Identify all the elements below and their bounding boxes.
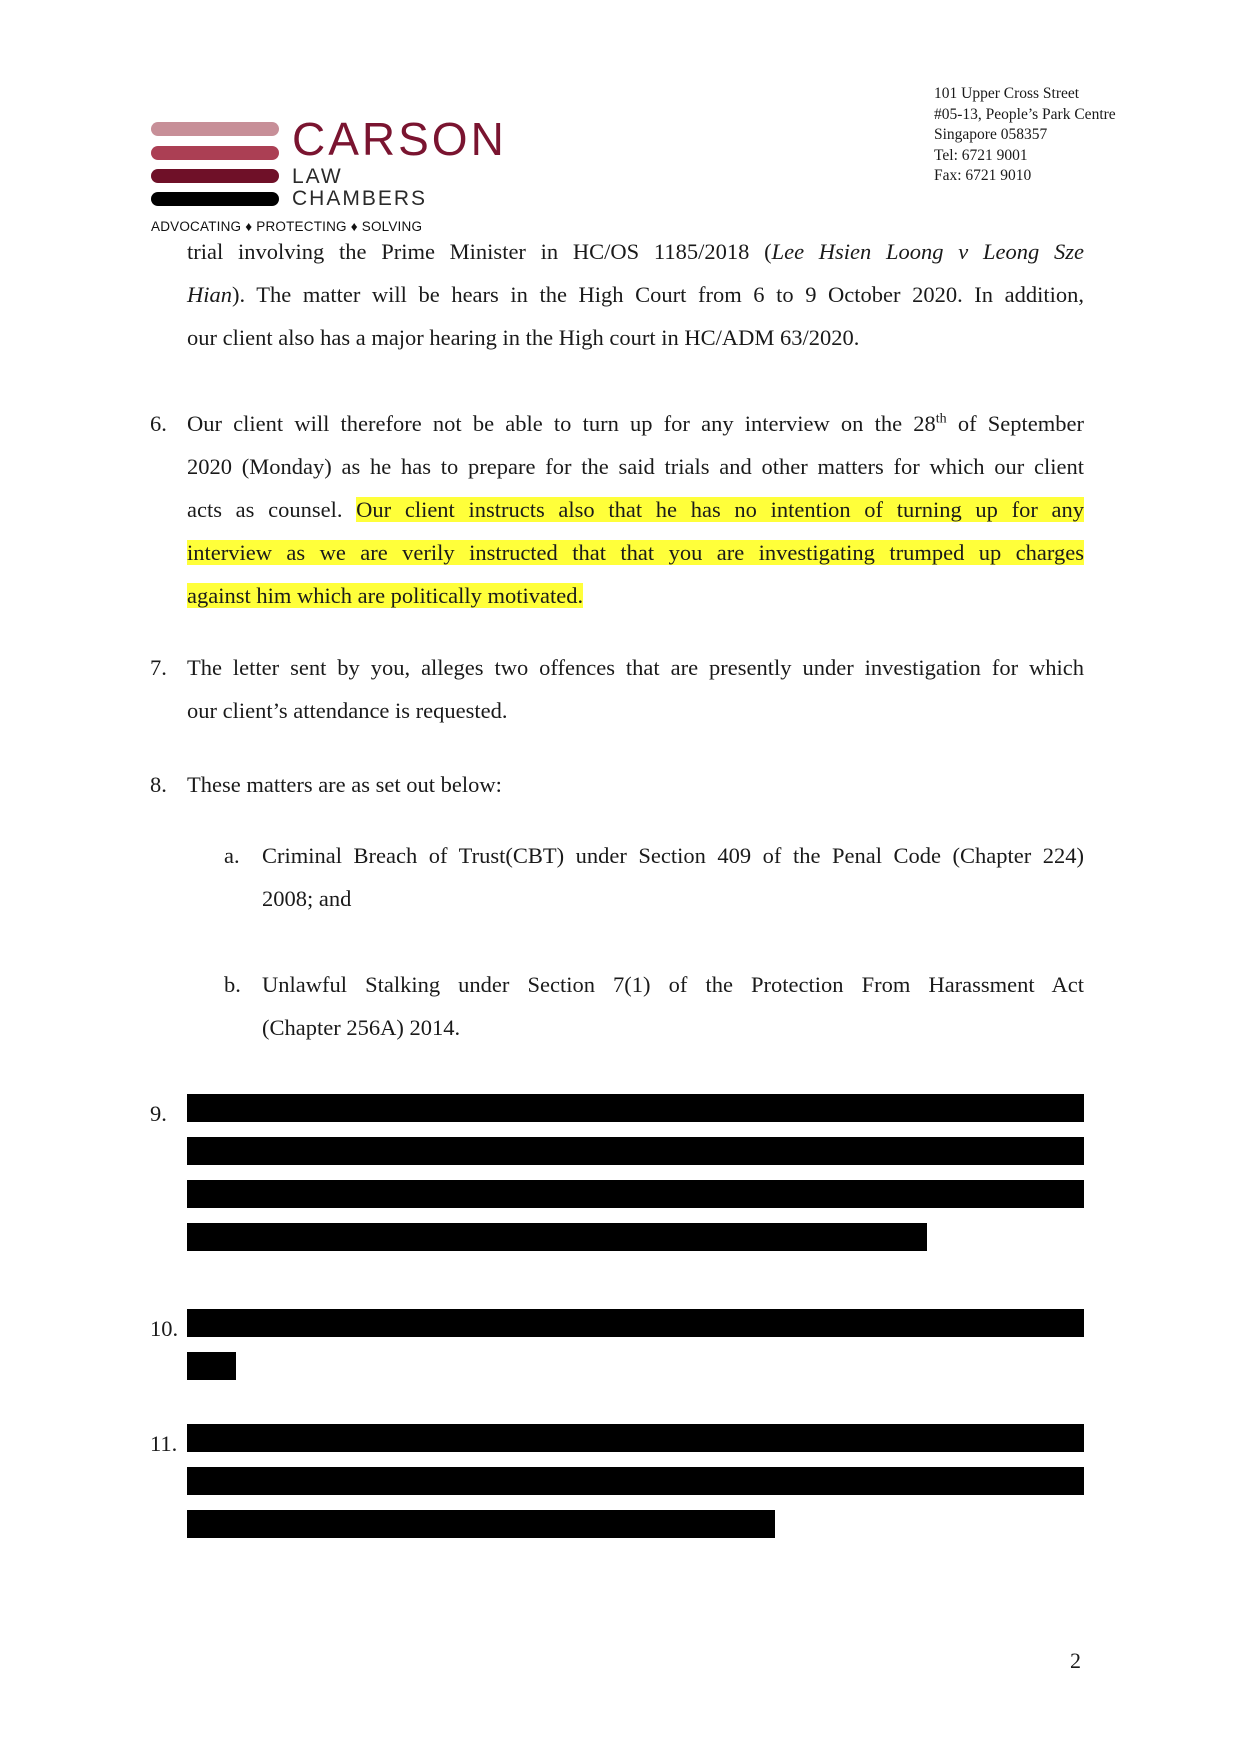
highlighted-text: against him which are politically motivated. bbox=[187, 583, 584, 608]
text-line: 2020 (Monday) as he has to prepare for the said trials and other matters for which our client bbox=[187, 454, 1084, 479]
firm-logo-icon bbox=[151, 122, 279, 208]
page-number: 2 bbox=[1070, 1648, 1081, 1673]
firm-address bbox=[934, 84, 1116, 187]
paragraph-number: 9. bbox=[150, 1101, 167, 1126]
paragraph-7 bbox=[187, 646, 1084, 732]
text-line: The letter sent by you, alleges two offences that are presently under investigation for which bbox=[187, 655, 1084, 680]
firm-name-line-2: CHAMBERS bbox=[292, 187, 428, 210]
redaction-bar bbox=[187, 1424, 1084, 1452]
highlighted-text: interview as we are verily instructed that that you are investigating trumped up charges bbox=[187, 540, 1084, 565]
text-run: acts as counsel. bbox=[187, 497, 357, 522]
text-line: These matters are as set out below: bbox=[187, 772, 502, 797]
list-item-label: b. bbox=[224, 972, 241, 997]
text-line: our client’s attendance is requested. bbox=[187, 698, 508, 723]
redaction-bar bbox=[187, 1510, 775, 1538]
logo-bar bbox=[151, 169, 279, 183]
paragraph-6 bbox=[187, 402, 1084, 617]
paragraph-number: 8. bbox=[150, 772, 167, 797]
paragraph-8 bbox=[187, 763, 1084, 806]
list-item bbox=[262, 963, 1084, 1049]
firm-name: CARSON bbox=[292, 113, 507, 165]
redaction-bar bbox=[187, 1467, 1084, 1495]
logo-bar bbox=[151, 192, 279, 206]
list-item-label: a. bbox=[224, 843, 240, 868]
address-phone: Tel: 6721 9001 bbox=[934, 146, 1028, 164]
list-item bbox=[262, 834, 1084, 920]
redaction-bar bbox=[187, 1180, 1084, 1208]
case-name: Hian bbox=[187, 282, 232, 307]
paragraph-number: 10. bbox=[150, 1316, 179, 1341]
text-run: of September bbox=[946, 411, 1084, 436]
redaction-bar bbox=[187, 1309, 1084, 1337]
text-run: Our client will therefore not be able to turn up for any interview on the 28 bbox=[187, 411, 936, 436]
text-run: trial involving the Prime Minister in HC/OS 1185/2018 ( bbox=[187, 239, 772, 264]
address-line: #05-13, People’s Park Centre bbox=[934, 105, 1116, 123]
firm-tagline: ADVOCATING ♦ PROTECTING ♦ SOLVING bbox=[151, 219, 423, 234]
address-line: Singapore 058357 bbox=[934, 126, 1048, 143]
text-line: Unlawful Stalking under Section 7(1) of the Protection From Harassment Act bbox=[262, 972, 1084, 997]
logo-bar bbox=[151, 146, 279, 160]
redaction-bar bbox=[187, 1352, 236, 1380]
address-line: 101 Upper Cross Street bbox=[934, 85, 1080, 102]
redaction-bar bbox=[187, 1094, 1084, 1122]
paragraph-number: 11. bbox=[150, 1431, 178, 1456]
text-line: (Chapter 256A) 2014. bbox=[262, 1015, 461, 1040]
text-line: our client also has a major hearing in the High court in HC/ADM 63/2020. bbox=[187, 325, 860, 350]
text-run: ). The matter will be hears in the High Court from 6 to 9 October 2020. In addition, bbox=[232, 282, 1084, 307]
paragraph-number: 6. bbox=[150, 411, 167, 436]
text-line: 2008; and bbox=[262, 886, 352, 911]
text-line: Criminal Breach of Trust(CBT) under Section 409 of the Penal Code (Chapter 224) bbox=[262, 843, 1084, 868]
highlighted-text: Our client instructs also that he has no intention of turning up for any bbox=[356, 497, 1084, 522]
redaction-bar bbox=[187, 1137, 1084, 1165]
firm-name-line-1: LAW bbox=[292, 165, 343, 188]
case-name: Lee Hsien Loong v Leong Sze bbox=[771, 239, 1084, 264]
address-fax: Fax: 6721 9010 bbox=[934, 167, 1032, 184]
paragraph-number: 7. bbox=[150, 655, 167, 680]
paragraph-5-continuation bbox=[187, 230, 1084, 359]
logo-bar bbox=[151, 122, 279, 136]
superscript: th bbox=[935, 411, 947, 427]
redaction-bar bbox=[187, 1223, 927, 1251]
